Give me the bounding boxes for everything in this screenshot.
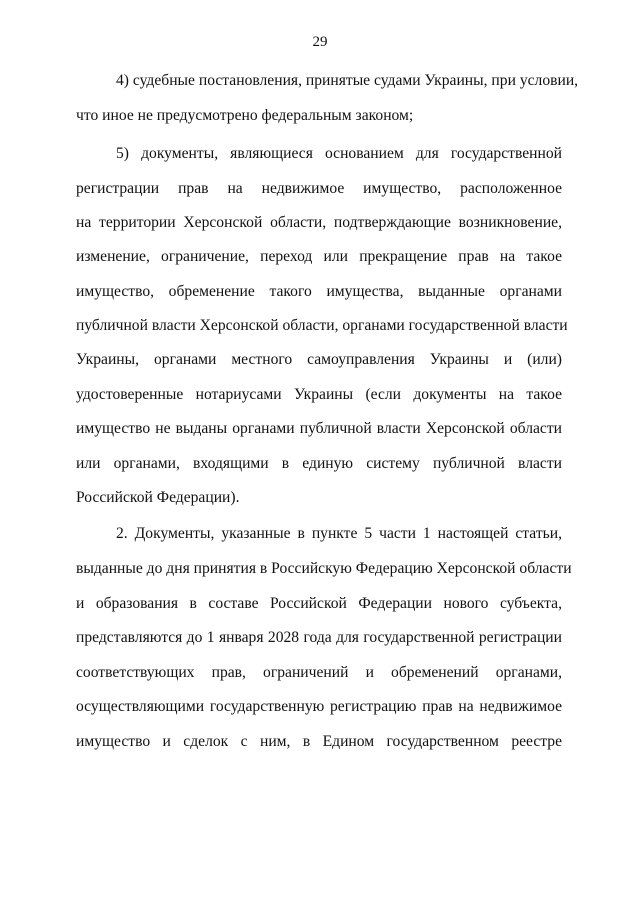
- paragraph-line: изменение, ограничение, переход или прекращение прав на такое: [76, 248, 562, 265]
- paragraph-line: Российской Федерации).: [76, 489, 240, 506]
- paragraph-line: или органами, входящими в единую систему публичной власти: [76, 455, 562, 472]
- paragraph-line: осуществляющими государственную регистрацию прав на недвижимое: [76, 698, 562, 715]
- paragraph-line: и образования в составе Российской Федерации нового субъекта,: [76, 595, 562, 612]
- paragraph-line: 5) документы, являющиеся основанием для государственной: [116, 145, 562, 162]
- paragraph-line: имущество и сделок с ним, в Едином государственном реестре: [76, 733, 562, 750]
- paragraph-line: 4) судебные постановления, принятые судами Украины, при условии,: [116, 72, 579, 89]
- paragraph-line: удостоверенные нотариусами Украины (если документы на такое: [76, 386, 562, 403]
- paragraph-line: имущество не выданы органами публичной власти Херсонской области: [76, 420, 562, 437]
- paragraph-line: что иное не предусмотрено федеральным законом;: [76, 107, 414, 124]
- paragraph-line: 2. Документы, указанные в пункте 5 части 1 настоящей статьи,: [116, 525, 562, 542]
- paragraph-line: выданные до дня принятия в Российскую Федерацию Херсонской области: [76, 560, 572, 577]
- paragraph-line: соответствующих прав, ограничений и обременений органами,: [76, 664, 562, 681]
- paragraph-line: регистрации прав на недвижимое имущество, расположенное: [76, 180, 562, 197]
- paragraph-line: имущество, обременение такого имущества, выданные органами: [76, 283, 562, 300]
- paragraph-line: представляются до 1 января 2028 года для государственной регистрации: [76, 629, 562, 646]
- paragraph-line: Украины, органами местного самоуправления Украины и (или): [76, 351, 562, 368]
- paragraph-line: публичной власти Херсонской области, органами государственной власти: [76, 317, 568, 334]
- paragraph-line: на территории Херсонской области, подтверждающие возникновение,: [76, 214, 562, 231]
- page-number: 29: [312, 34, 328, 50]
